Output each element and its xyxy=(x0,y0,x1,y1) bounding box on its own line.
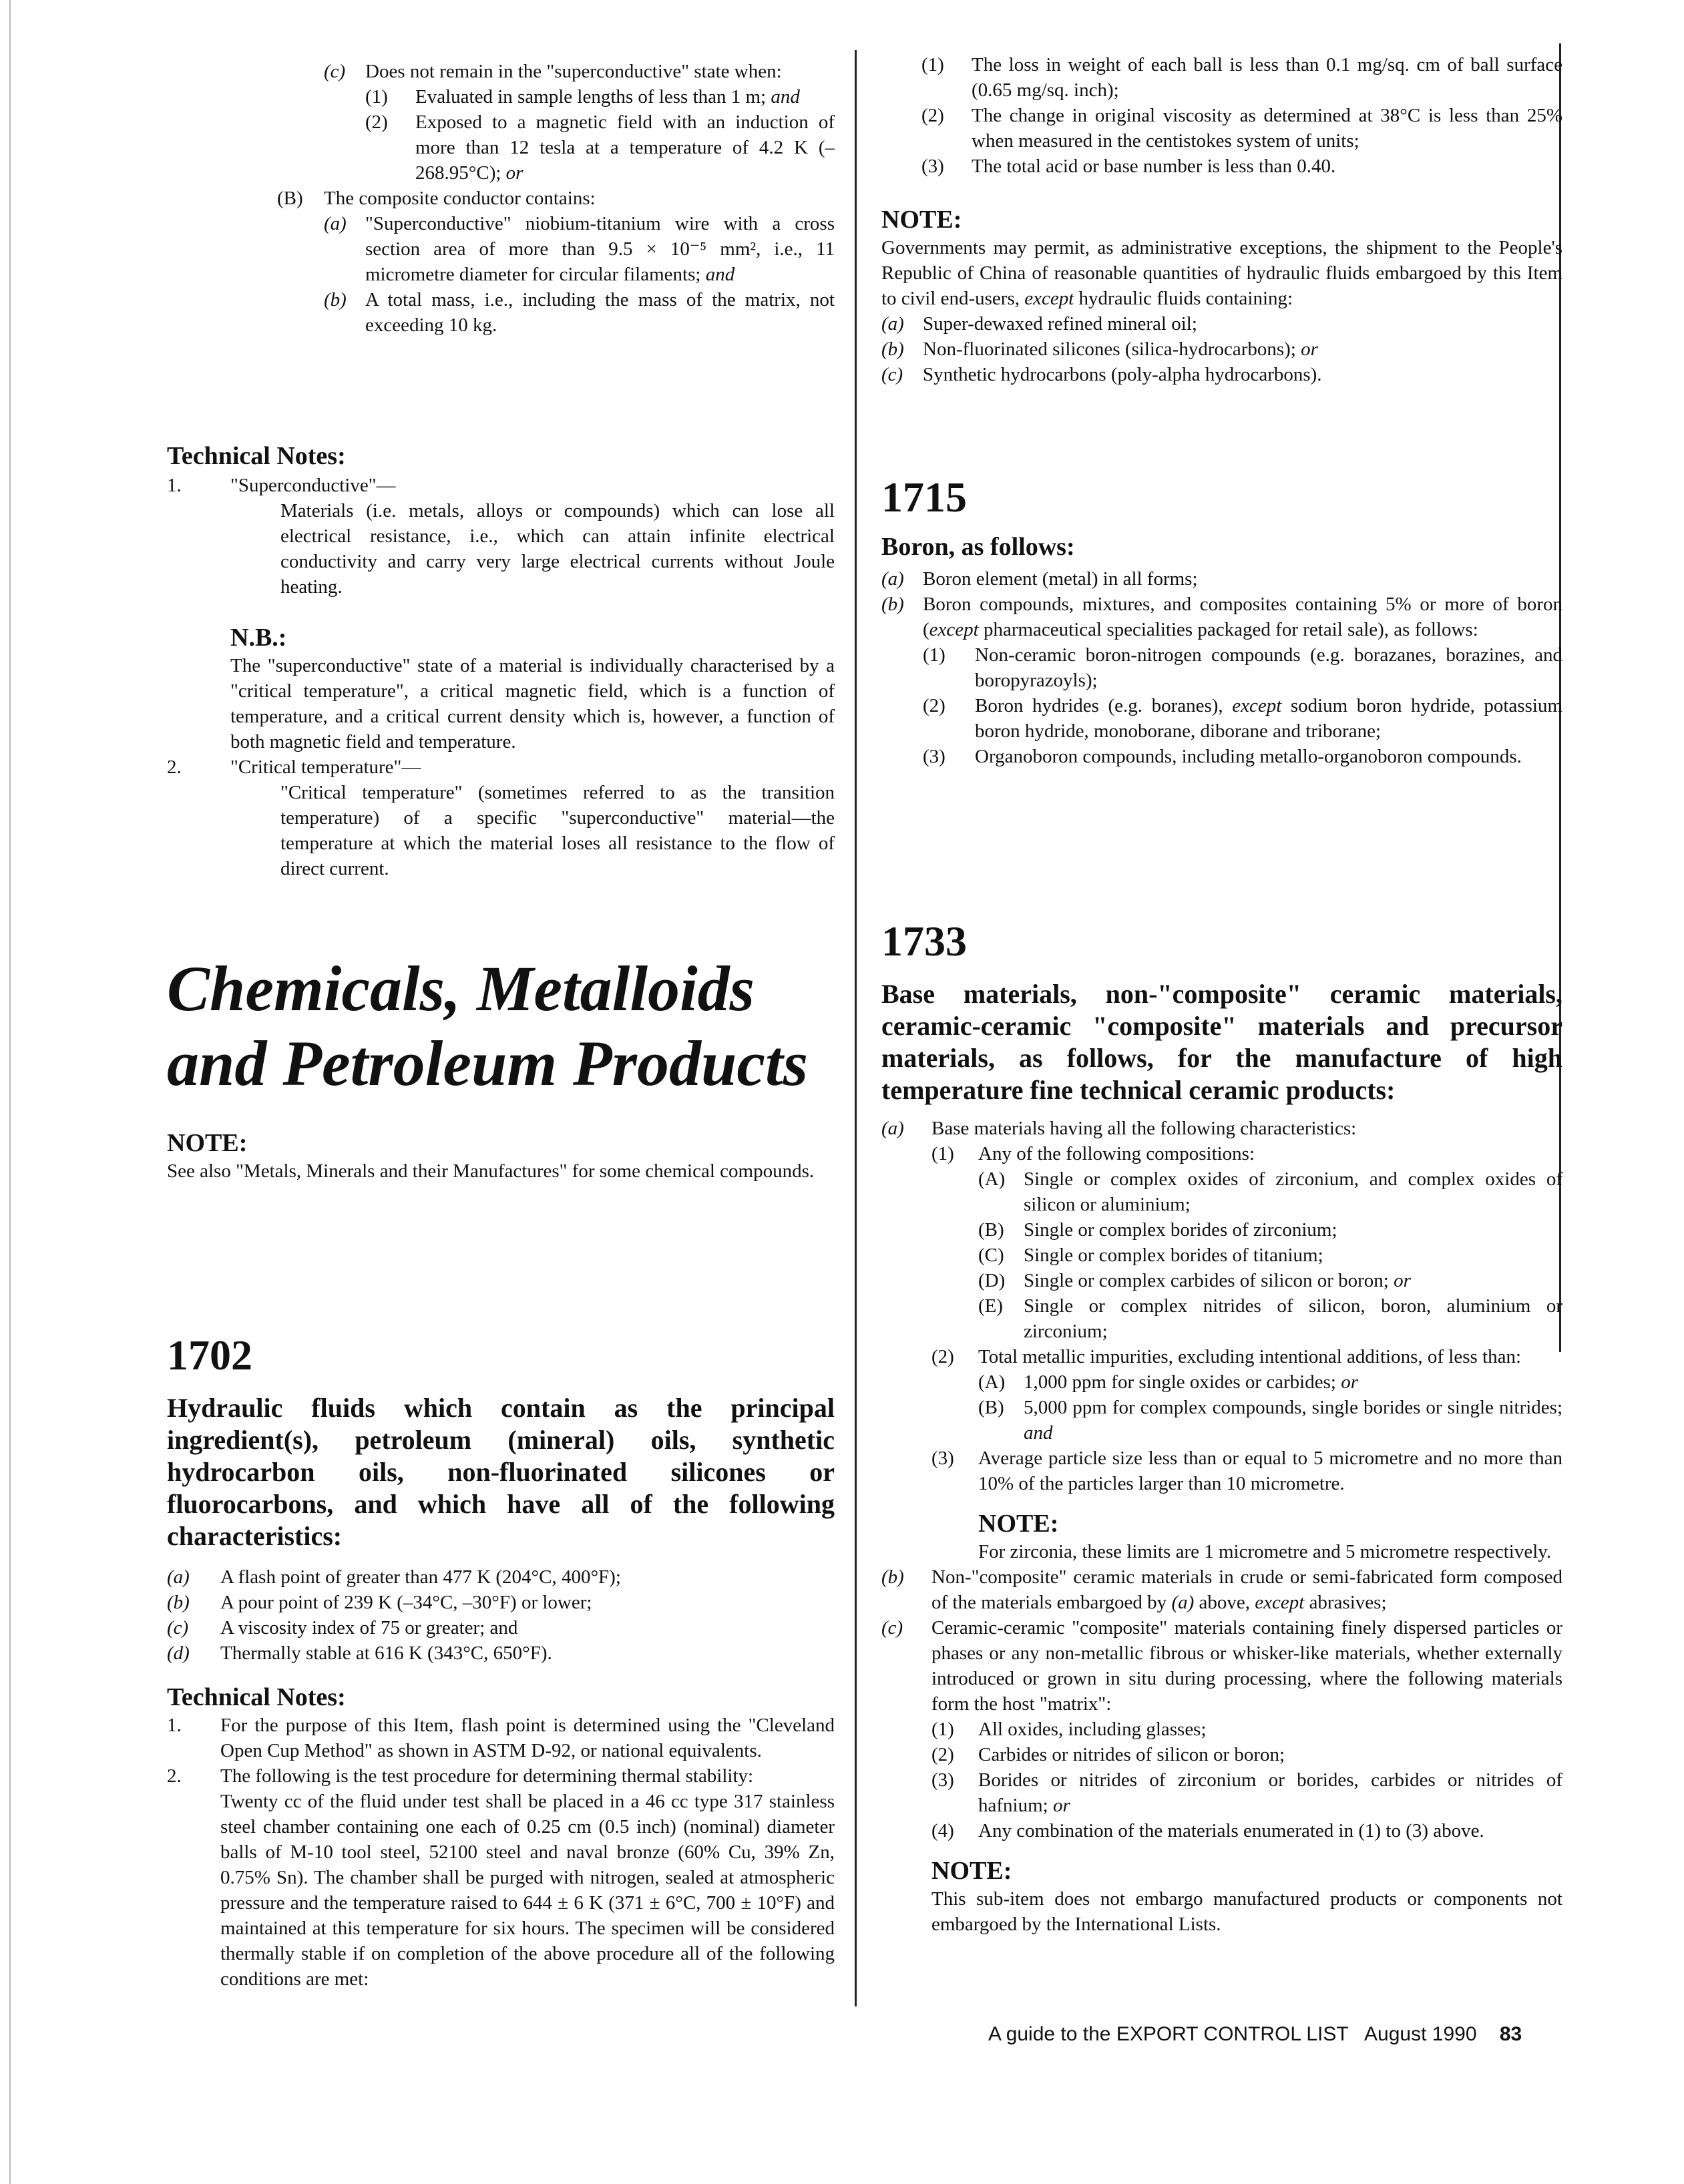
item-label: (E) xyxy=(978,1295,1004,1317)
item-text-main: Borides or nitrides of zirconium or borides, carbides or nitrides of hafnium; xyxy=(978,1769,1562,1816)
item-text: Does not remain in the "superconductive" state when: xyxy=(365,61,782,82)
item-text xyxy=(365,211,835,287)
nb-text: The "superconductive" state of a material is individually characterised by a "critical temperature", a critical magnetic field, which is a function of temperature, and a critical current density which is, however, a function of both magnetic field and temperature. xyxy=(230,655,835,752)
list-item xyxy=(167,211,835,287)
superconductor-continuation xyxy=(167,59,835,338)
or-word: or xyxy=(1052,1795,1070,1816)
list-item xyxy=(167,287,835,338)
list-item xyxy=(881,52,1562,103)
item-label: (A) xyxy=(978,1371,1006,1393)
item-text xyxy=(923,592,1562,642)
item-label: (1) xyxy=(931,1143,954,1164)
item-text xyxy=(1024,1369,1562,1395)
note-text: For zirconia, these limits are 1 micrometre and 5 micrometre respectively. xyxy=(978,1541,1552,1562)
item-text xyxy=(923,337,1562,362)
item-number: 1702 xyxy=(167,1331,252,1379)
item-text: Non-ceramic boron-nitrogen compounds (e.g. borazanes, borazines, and boropyrazoyls); xyxy=(975,644,1562,691)
list-item xyxy=(167,1641,835,1666)
list-item xyxy=(881,1742,1562,1767)
list-item xyxy=(881,154,1562,179)
item-label: (2) xyxy=(931,1744,954,1765)
item-text: The change in original viscosity as determined at 38°C is less than 25% when measured in the centistokes system of units; xyxy=(972,105,1562,152)
list-item xyxy=(167,186,835,211)
list-item xyxy=(167,84,835,110)
stability-conditions xyxy=(881,52,1562,179)
item-text-main: Evaluated in sample lengths of less than 1 m; xyxy=(415,86,767,107)
item-label: (a) xyxy=(881,568,904,590)
list-item xyxy=(167,1763,835,1789)
item-text: Boron element (metal) in all forms; xyxy=(923,568,1198,590)
list-item xyxy=(881,1446,1562,1496)
item-text-main: 1,000 ppm for single oxides or carbides; xyxy=(1024,1371,1336,1393)
section-header xyxy=(167,951,835,1184)
item-text: A viscosity index of 75 or greater; and xyxy=(220,1617,518,1639)
item-label: (b) xyxy=(881,339,904,360)
note-text: See also "Metals, Minerals and their Manufactures" for some chemical compounds. xyxy=(167,1160,815,1182)
item-label: 2. xyxy=(167,1765,182,1787)
list-item xyxy=(881,362,1562,387)
item-text-main: Exposed to a magnetic field with an induction of more than 12 tesla at a temperature of 4.2 K (–268.95°C); xyxy=(415,112,835,184)
item-text-main: Single or complex carbides of silicon or boron; xyxy=(1024,1270,1389,1291)
item-text: Base materials having all the following characteristics: xyxy=(931,1118,1357,1139)
item-number: 1733 xyxy=(881,917,967,965)
item-label: (B) xyxy=(978,1397,1004,1418)
except-word: except xyxy=(1024,288,1074,309)
item-label: (a) xyxy=(324,213,347,234)
item-label: 2. xyxy=(167,756,182,778)
item-text: A total mass, i.e., including the mass of the matrix, not exceeding 10 kg. xyxy=(365,289,835,336)
item-text-main: Non-fluorinated silicones (silica-hydrocarbons); xyxy=(923,339,1296,360)
item-label: (c) xyxy=(324,61,346,82)
item-text xyxy=(415,84,835,110)
list-item xyxy=(881,642,1562,693)
item-text: Ceramic-ceramic "composite" materials containing finely dispersed particles or phases or any non-metallic fibrous or whisker-like materials, whether externally introduced or grown in situ during processing, where the following materials form the host "matrix": xyxy=(931,1617,1562,1715)
technical-notes-heading: Technical Notes: xyxy=(167,442,346,470)
footer-guide-title: A guide to the EXPORT CONTROL LIST xyxy=(988,2023,1349,2045)
ceramic-list xyxy=(881,1116,1562,1937)
list-item xyxy=(167,1564,835,1590)
test-procedure-text: Twenty cc of the fluid under test shall be placed in a 46 cc type 317 stainless steel chamber containing one each of 0.25 cm (0.5 inch) (nominal) diameter balls of M-10 tool steel, 52100 steel and naval bronze (60% Cu, 39% Zn, 0.75% Sn). The chamber shall be purged with nitrogen, sealed at atmospheric pressure and the temperature raised to 644 ± 6 K (371 ± 6°C, 700 ± 10°F) and maintained at this temperature for six hours. The specimen will be considered thermally stable if on completion of the above procedure all of the following conditions are met: xyxy=(220,1791,835,1990)
item-label: (b) xyxy=(324,289,347,310)
item-label: (B) xyxy=(277,188,303,209)
list-item xyxy=(167,1590,835,1615)
item-label: (c) xyxy=(881,1617,903,1639)
note-heading: NOTE: xyxy=(978,1510,1059,1538)
item-text: For the purpose of this Item, flash point is determined using the "Cleveland Open Cup Method" as shown in ASTM D-92, or national equivalents. xyxy=(220,1715,835,1761)
item-text: The loss in weight of each ball is less than 0.1 mg/sq. cm of ball surface (0.65 mg/sq. inch); xyxy=(972,54,1562,101)
list-item xyxy=(881,1564,1562,1615)
prc-note xyxy=(881,204,1562,387)
page-footer xyxy=(988,2023,1522,2046)
list-item xyxy=(167,473,835,498)
item-label: 1. xyxy=(167,1715,182,1736)
list-item xyxy=(881,744,1562,769)
item-label: (2) xyxy=(921,105,944,126)
or-word: or xyxy=(1394,1270,1411,1291)
except-word: except xyxy=(1232,695,1282,716)
list-item xyxy=(881,1615,1562,1717)
list-item xyxy=(881,1767,1562,1818)
item-text-part: Boron hydrides (e.g. boranes), xyxy=(975,695,1223,716)
boron-list xyxy=(881,566,1562,769)
item-1702 xyxy=(167,1332,835,1992)
item-text xyxy=(931,1564,1562,1615)
except-word: except xyxy=(929,619,979,640)
note-heading: NOTE: xyxy=(931,1857,1012,1885)
item-text-part: abrasives; xyxy=(1309,1592,1387,1613)
list-item xyxy=(167,59,835,84)
nb-heading: N.B.: xyxy=(230,624,287,652)
item-1715 xyxy=(881,474,1562,769)
item-text: The total acid or base number is less than 0.40. xyxy=(972,156,1336,177)
note-text-part: hydraulic fluids containing: xyxy=(1078,288,1293,309)
ref-label: (a) xyxy=(1171,1592,1195,1613)
item-text: Single or complex oxides of zirconium, and complex oxides of silicon or aluminium; xyxy=(1024,1168,1562,1215)
list-item xyxy=(881,1268,1562,1293)
item-label: (a) xyxy=(881,1118,904,1139)
item-label: 1. xyxy=(167,475,182,496)
list-item xyxy=(881,1344,1562,1369)
item-text: Carbides or nitrides of silicon or boron; xyxy=(978,1744,1285,1765)
item-text: Single or complex borides of titanium; xyxy=(1024,1245,1323,1266)
item-text xyxy=(1024,1395,1562,1446)
item-label: (3) xyxy=(931,1448,954,1469)
item-label: (2) xyxy=(365,112,388,133)
and-word: and xyxy=(771,86,800,107)
item-label: (b) xyxy=(881,1566,904,1588)
list-item xyxy=(881,1116,1562,1141)
list-item xyxy=(881,311,1562,337)
item-label: (1) xyxy=(921,54,944,75)
item-label: (C) xyxy=(978,1245,1004,1266)
term: "Superconductive"— xyxy=(230,475,396,496)
except-word: except xyxy=(1255,1592,1305,1613)
item-label: (d) xyxy=(167,1643,190,1664)
list-item xyxy=(881,1166,1562,1217)
or-word: or xyxy=(1341,1371,1358,1393)
item-text: Single or complex nitrides of silicon, boron, aluminium or zirconium; xyxy=(1024,1295,1562,1342)
list-item xyxy=(881,337,1562,362)
item-label: (1) xyxy=(923,644,945,666)
list-item xyxy=(167,1615,835,1641)
item-text: A flash point of greater than 477 K (204°C, 400°F); xyxy=(220,1566,621,1588)
list-item xyxy=(167,110,835,186)
item-number: 1715 xyxy=(881,473,967,521)
and-word: and xyxy=(1024,1422,1053,1444)
item-text-part: above, xyxy=(1199,1592,1251,1613)
item-text xyxy=(1024,1268,1562,1293)
item-text xyxy=(978,1767,1562,1818)
note-heading: NOTE: xyxy=(881,206,962,234)
item-label: (b) xyxy=(167,1592,190,1613)
item-text: Synthetic hydrocarbons (poly-alpha hydrocarbons). xyxy=(923,364,1322,385)
list-item xyxy=(881,566,1562,592)
item-text xyxy=(975,693,1562,744)
item-text: Any of the following compositions: xyxy=(978,1143,1255,1164)
definition-text: "Critical temperature" (sometimes referred to as the transition temperature) of a specific "superconductive" material—the temperature at which the material loses all resistance to the flow of direct current. xyxy=(280,782,835,879)
footer-date: August 1990 xyxy=(1364,2023,1477,2045)
item-title: Hydraulic fluids which contain as the principal ingredient(s), petroleum (mineral) oils, synthetic hydrocarbon oils, non-fluorinated silicones or fluorocarbons, and which have all of the following characteristics: xyxy=(167,1393,835,1551)
item-title: Boron, as follows: xyxy=(881,533,1075,561)
list-item xyxy=(881,1141,1562,1166)
note-text-part: Governments may permit, as administrative exceptions, the shipment to the People's Republic of China of reasonable quantities of hydraulic fluids embargoed by this Item to civil end-users, xyxy=(881,237,1562,309)
list-item xyxy=(881,592,1562,642)
item-title: Base materials, non-"composite" ceramic materials, ceramic-ceramic "composite" materials and precursor materials, as follows, for the manufacture of high temperature fine technical ceramic products: xyxy=(881,979,1562,1105)
list-item xyxy=(881,693,1562,744)
item-label: (c) xyxy=(881,364,903,385)
item-label: (1) xyxy=(365,86,388,107)
note-text: This sub-item does not embargo manufactured products or components not embargoed by the International Lists. xyxy=(931,1888,1562,1935)
or-word: or xyxy=(505,162,523,184)
item-text: Super-dewaxed refined mineral oil; xyxy=(923,313,1197,335)
item-label: (a) xyxy=(167,1566,190,1588)
item-text-part: Non-"composite" ceramic materials in crude or semi-fabricated form composed of the materials embargoed by xyxy=(931,1566,1562,1613)
item-text-main: 5,000 ppm for complex compounds, single borides or single nitrides; xyxy=(1024,1397,1562,1418)
list-item xyxy=(167,754,835,780)
note-heading: NOTE: xyxy=(167,1129,248,1157)
or-word: or xyxy=(1301,339,1318,360)
section-title: Chemicals, Metalloids and Petroleum Products xyxy=(167,953,809,1099)
list-item xyxy=(881,1369,1562,1395)
definition-text: Materials (i.e. metals, alloys or compounds) which can lose all electrical resistance, i.e., which can attain infinite electrical conductivity and carry very large electrical currents without Joule heating. xyxy=(280,500,835,598)
item-label: (A) xyxy=(978,1168,1006,1190)
list-item xyxy=(881,103,1562,154)
item-label: (3) xyxy=(931,1769,954,1791)
item-1733 xyxy=(881,918,1562,1937)
item-text: Average particle size less than or equal to 5 micrometre and no more than 10% of the particles larger than 10 micrometre. xyxy=(978,1448,1562,1494)
list-item xyxy=(881,1243,1562,1268)
list-item xyxy=(881,1818,1562,1843)
characteristics-list xyxy=(167,1564,835,1666)
item-text: Total metallic impurities, excluding intentional additions, of less than: xyxy=(978,1346,1522,1367)
scan-edge-line xyxy=(9,0,11,2184)
item-text-part: Boron compounds, mixtures, and composites containing 5% or more of boron ( xyxy=(923,594,1562,640)
item-label: (3) xyxy=(923,746,945,767)
item-text-part: sodium boron hydride, potassium boron hydride, monoborane, diborane and triborane; xyxy=(975,695,1563,742)
technical-notes-heading: Technical Notes: xyxy=(167,1683,346,1711)
item-text-part: pharmaceutical specialities packaged for retail sale), as follows: xyxy=(983,619,1478,640)
and-word: and xyxy=(705,264,735,285)
item-text-main: "Superconductive" niobium-titanium wire with a cross section area of more than 9.5 × 10⁻⁵ mm², i.e., 11 micrometre diameter for circular filaments; xyxy=(365,213,835,285)
item-text: The following is the test procedure for determining thermal stability: xyxy=(220,1765,754,1787)
item-text xyxy=(415,110,835,186)
list-item xyxy=(167,1713,835,1763)
list-item xyxy=(881,1395,1562,1446)
item-text: Thermally stable at 616 K (343°C, 650°F). xyxy=(220,1643,552,1664)
item-label: (3) xyxy=(921,156,944,177)
item-label: (D) xyxy=(978,1270,1006,1291)
item-label: (a) xyxy=(881,313,904,335)
item-text: Organoboron compounds, including metallo-organoboron compounds. xyxy=(975,746,1522,767)
item-label: (B) xyxy=(978,1219,1004,1241)
technical-notes-1 xyxy=(167,441,835,881)
column-divider-left xyxy=(855,50,857,2006)
item-label: (2) xyxy=(931,1346,954,1367)
item-label: (b) xyxy=(881,594,904,615)
note-text xyxy=(881,235,1562,311)
term: "Critical temperature"— xyxy=(230,756,421,778)
list-item xyxy=(881,1217,1562,1243)
page-number: 83 xyxy=(1499,2023,1522,2045)
item-text: Any combination of the materials enumerated in (1) to (3) above. xyxy=(978,1820,1484,1841)
item-text: All oxides, including glasses; xyxy=(978,1719,1207,1740)
item-label: (2) xyxy=(923,695,945,716)
item-text: Single or complex borides of zirconium; xyxy=(1024,1219,1337,1241)
item-text: A pour point of 239 K (–34°C, –30°F) or lower; xyxy=(220,1592,592,1613)
item-label: (4) xyxy=(931,1820,954,1841)
list-item xyxy=(881,1717,1562,1742)
item-text: The composite conductor contains: xyxy=(324,188,596,209)
item-label: (c) xyxy=(167,1617,189,1639)
list-item xyxy=(881,1293,1562,1344)
item-label: (1) xyxy=(931,1719,954,1740)
